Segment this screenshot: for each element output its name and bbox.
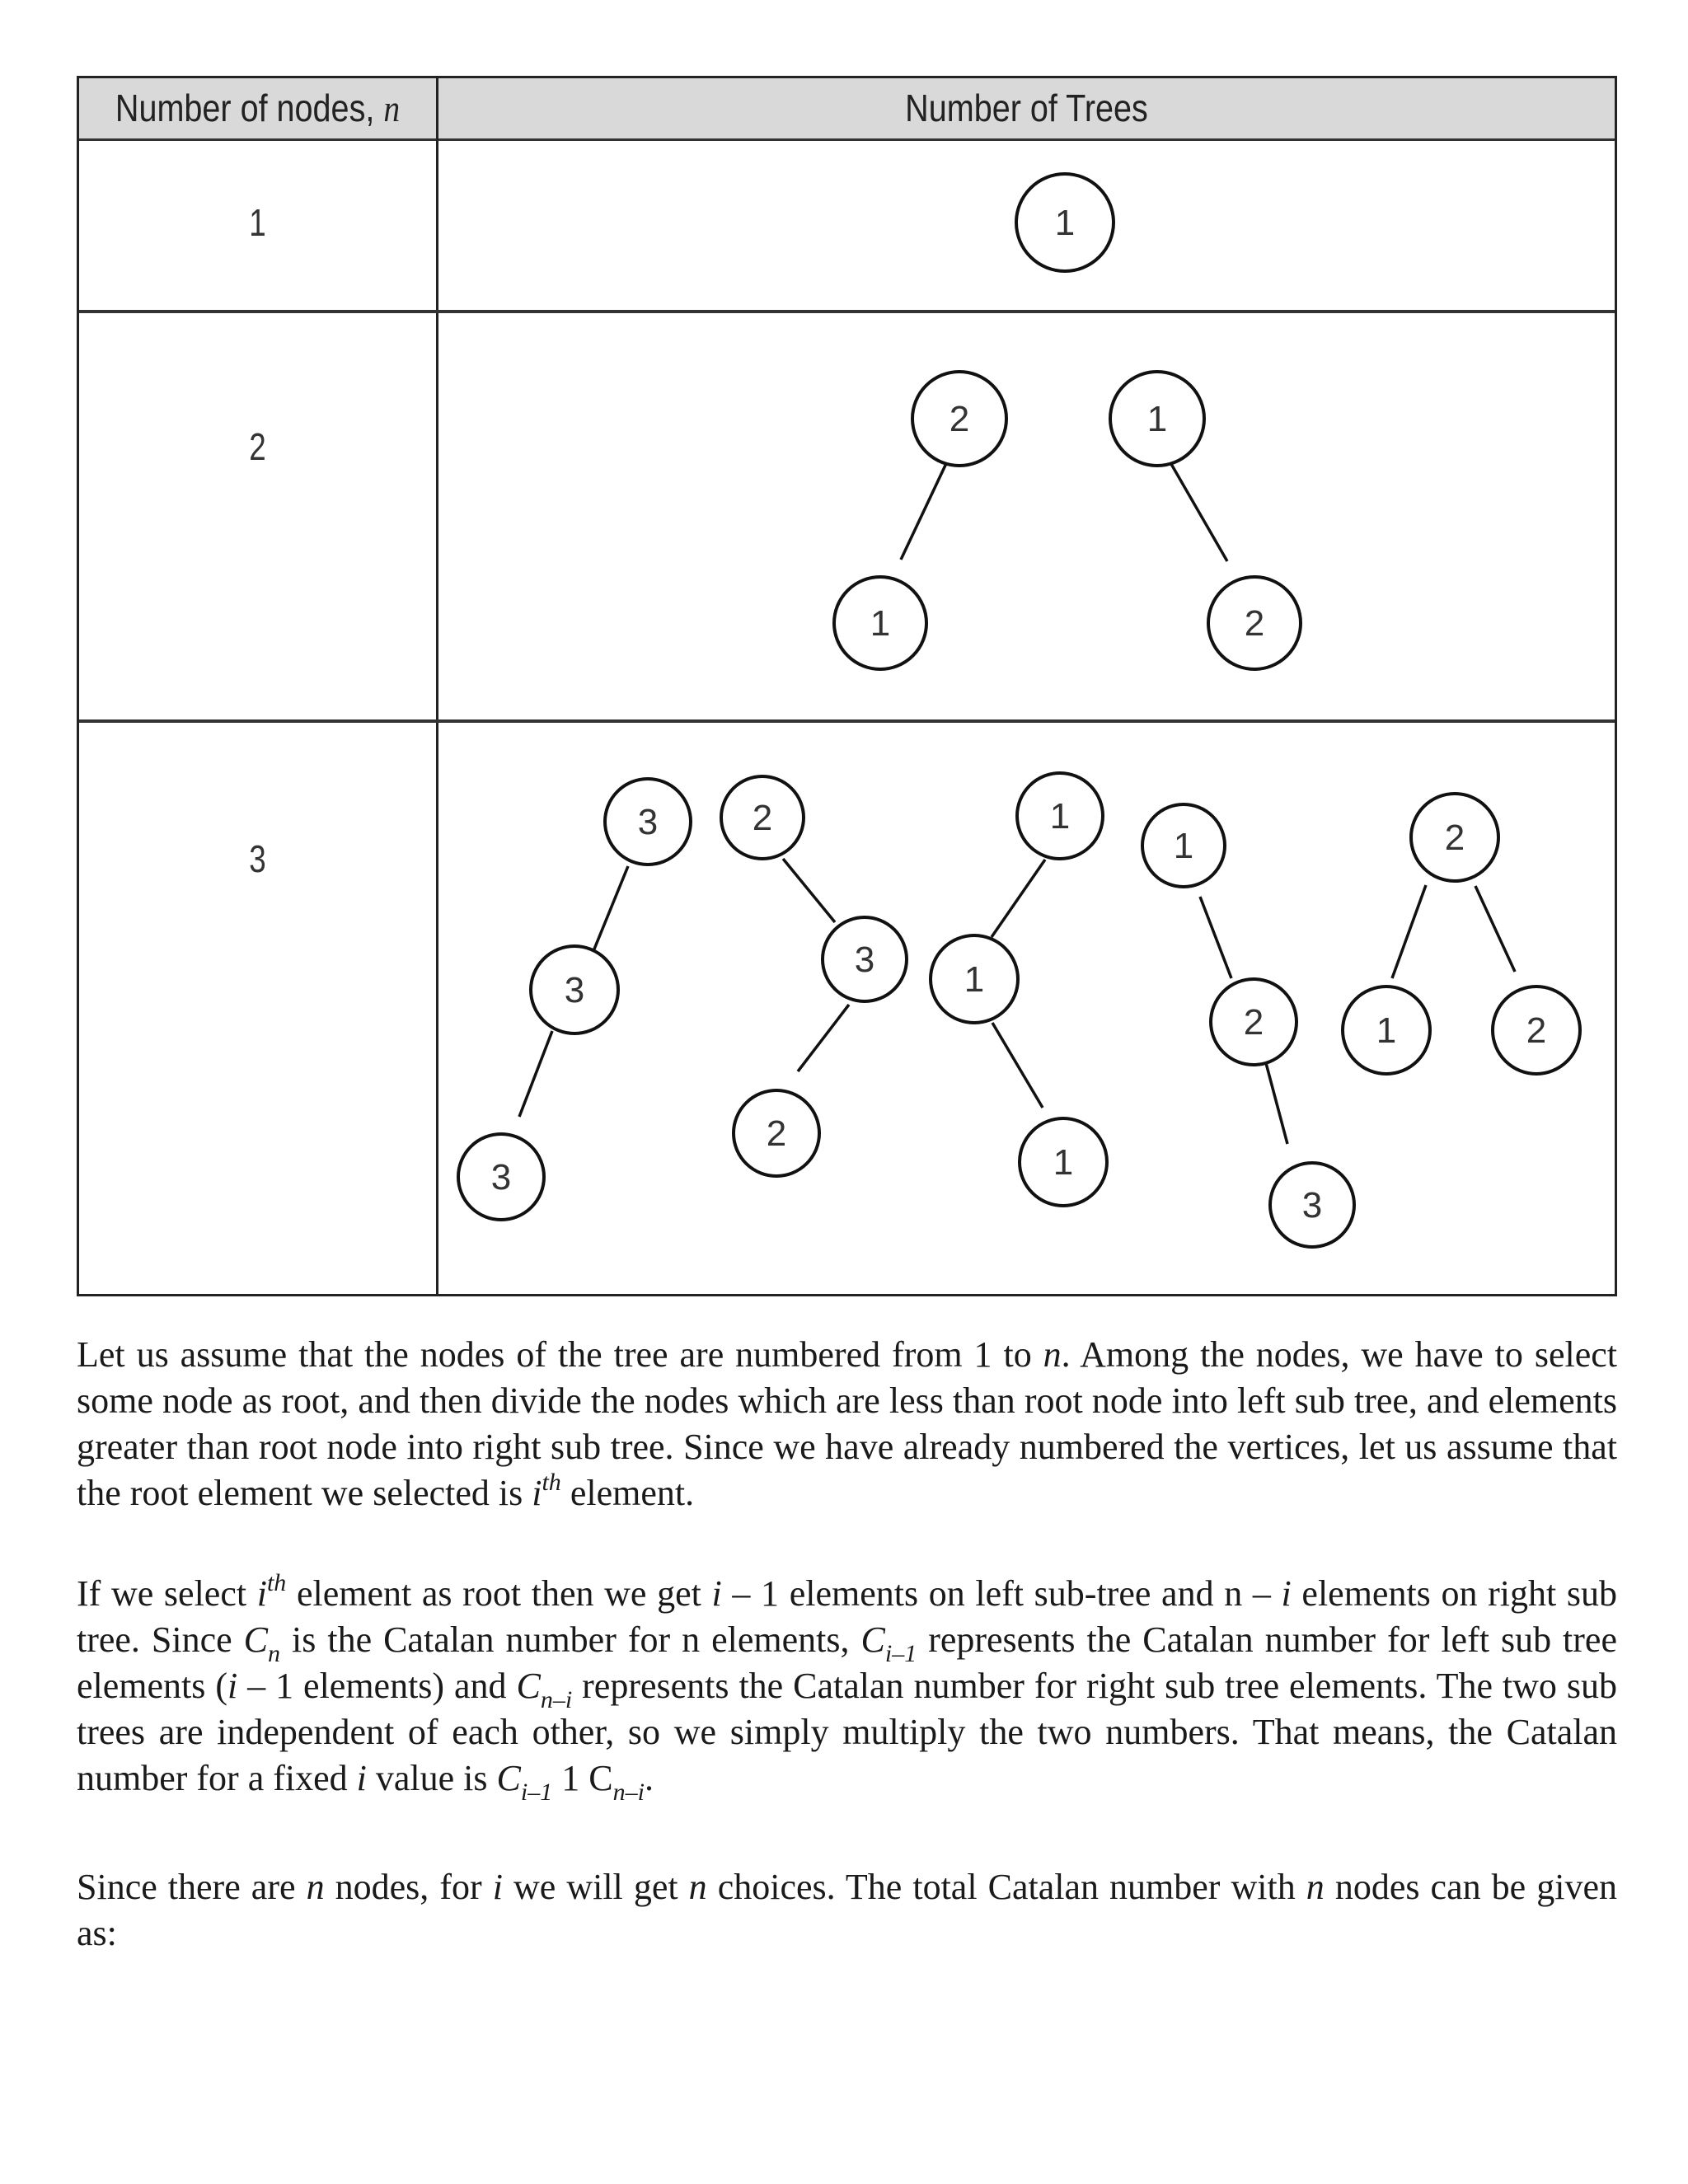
edge: [992, 860, 1045, 937]
tree-node-label: 1: [1049, 796, 1071, 837]
tree-node: [1017, 773, 1103, 859]
tree-node: [912, 372, 1006, 466]
edge: [1200, 897, 1231, 978]
header-number-of-nodes: Number of nodes, n: [115, 87, 401, 129]
tree-node-label: 3: [854, 940, 875, 980]
tree-node: [1208, 577, 1301, 669]
edge: [798, 1005, 849, 1071]
tree-node-label: 2: [766, 1113, 787, 1154]
edge: [593, 866, 628, 951]
tree-node-label: 3: [1301, 1185, 1323, 1226]
tree-node: [931, 935, 1018, 1023]
row-n-3: 3: [249, 837, 266, 880]
edge: [783, 859, 835, 922]
tree-node: [605, 779, 691, 865]
tree-node: [1016, 174, 1114, 271]
tree-node: [1110, 372, 1204, 466]
tree-node-label: 2: [1444, 818, 1465, 858]
tree-node-label: 3: [637, 802, 659, 842]
tree-node: [1343, 987, 1430, 1074]
tree-node-label: 2: [949, 399, 970, 439]
edge: [1392, 885, 1426, 978]
edge: [519, 1031, 552, 1117]
tree-node-label: 2: [1244, 603, 1265, 644]
tree-node-label: 1: [1376, 1010, 1397, 1051]
paragraph-1: Let us assume that the nodes of the tree are numbered from 1 to n. Among the nodes, we have to select some node as root, and then divide the nodes which are less than root node into left sub tree, and elements greater than root node into right sub tree. Since we have already numbered the vertices, let us assume that the root element we selected is $i^{th}$ element.: [77, 1334, 1617, 1513]
tree-node: [1211, 979, 1296, 1065]
tree-node-label: 1: [1053, 1142, 1074, 1183]
tree-node: [1411, 794, 1498, 881]
tree-node-label: 2: [1526, 1010, 1547, 1051]
tree-node-label: 2: [752, 798, 773, 838]
tree-node: [458, 1134, 544, 1220]
edge: [1266, 1063, 1287, 1144]
tree-nodes: [458, 174, 1580, 1247]
tree-node-label: 1: [870, 603, 891, 644]
tree-node: [734, 1090, 819, 1176]
tree-node-label: 1: [1173, 826, 1194, 866]
tree-node-label: 2: [1243, 1002, 1264, 1043]
tree-node-label: 1: [964, 959, 985, 1000]
tree-node-label: 1: [1054, 203, 1076, 243]
row-n-2: 2: [249, 425, 266, 468]
tree-node: [1270, 1163, 1354, 1247]
edge: [992, 1023, 1043, 1108]
tree-node: [531, 946, 618, 1033]
tree-node: [1020, 1118, 1107, 1206]
tree-node-label: 3: [490, 1157, 512, 1197]
tree-node: [823, 917, 907, 1001]
row-n-1: 1: [249, 201, 266, 244]
edge: [1475, 886, 1515, 972]
tree-node-label: 3: [564, 970, 585, 1010]
header-number-of-trees: Number of Trees: [905, 87, 1148, 129]
tree-node: [834, 577, 926, 669]
tree-node-label: 1: [1146, 399, 1168, 439]
tree-node: [721, 776, 804, 859]
paragraph-2: If we select $i^{th}$ element as root then we get i – 1 elements on left sub-tree and n – i elements on right sub tree. Since $C_n$ is the Catalan number for n elements, $C_{i-1}$ represents the Catalan number for left sub tree elements (i – 1 elements) and $C_{n-i}$ represents the Catalan number for right sub tree elements. The two sub trees are independent of each other, so we simply multiply the two numbers. That means, the Catalan number for a fixed i value is $C_{i-1}$ 1 $C_{n-i}$.: [77, 1569, 1617, 1806]
tree-node: [1493, 987, 1580, 1074]
tree-node: [1142, 804, 1225, 887]
paragraph-3: Since there are n nodes, for i we will get n choices. The total Catalan number with n nodes can be given as:: [77, 1867, 1618, 1953]
